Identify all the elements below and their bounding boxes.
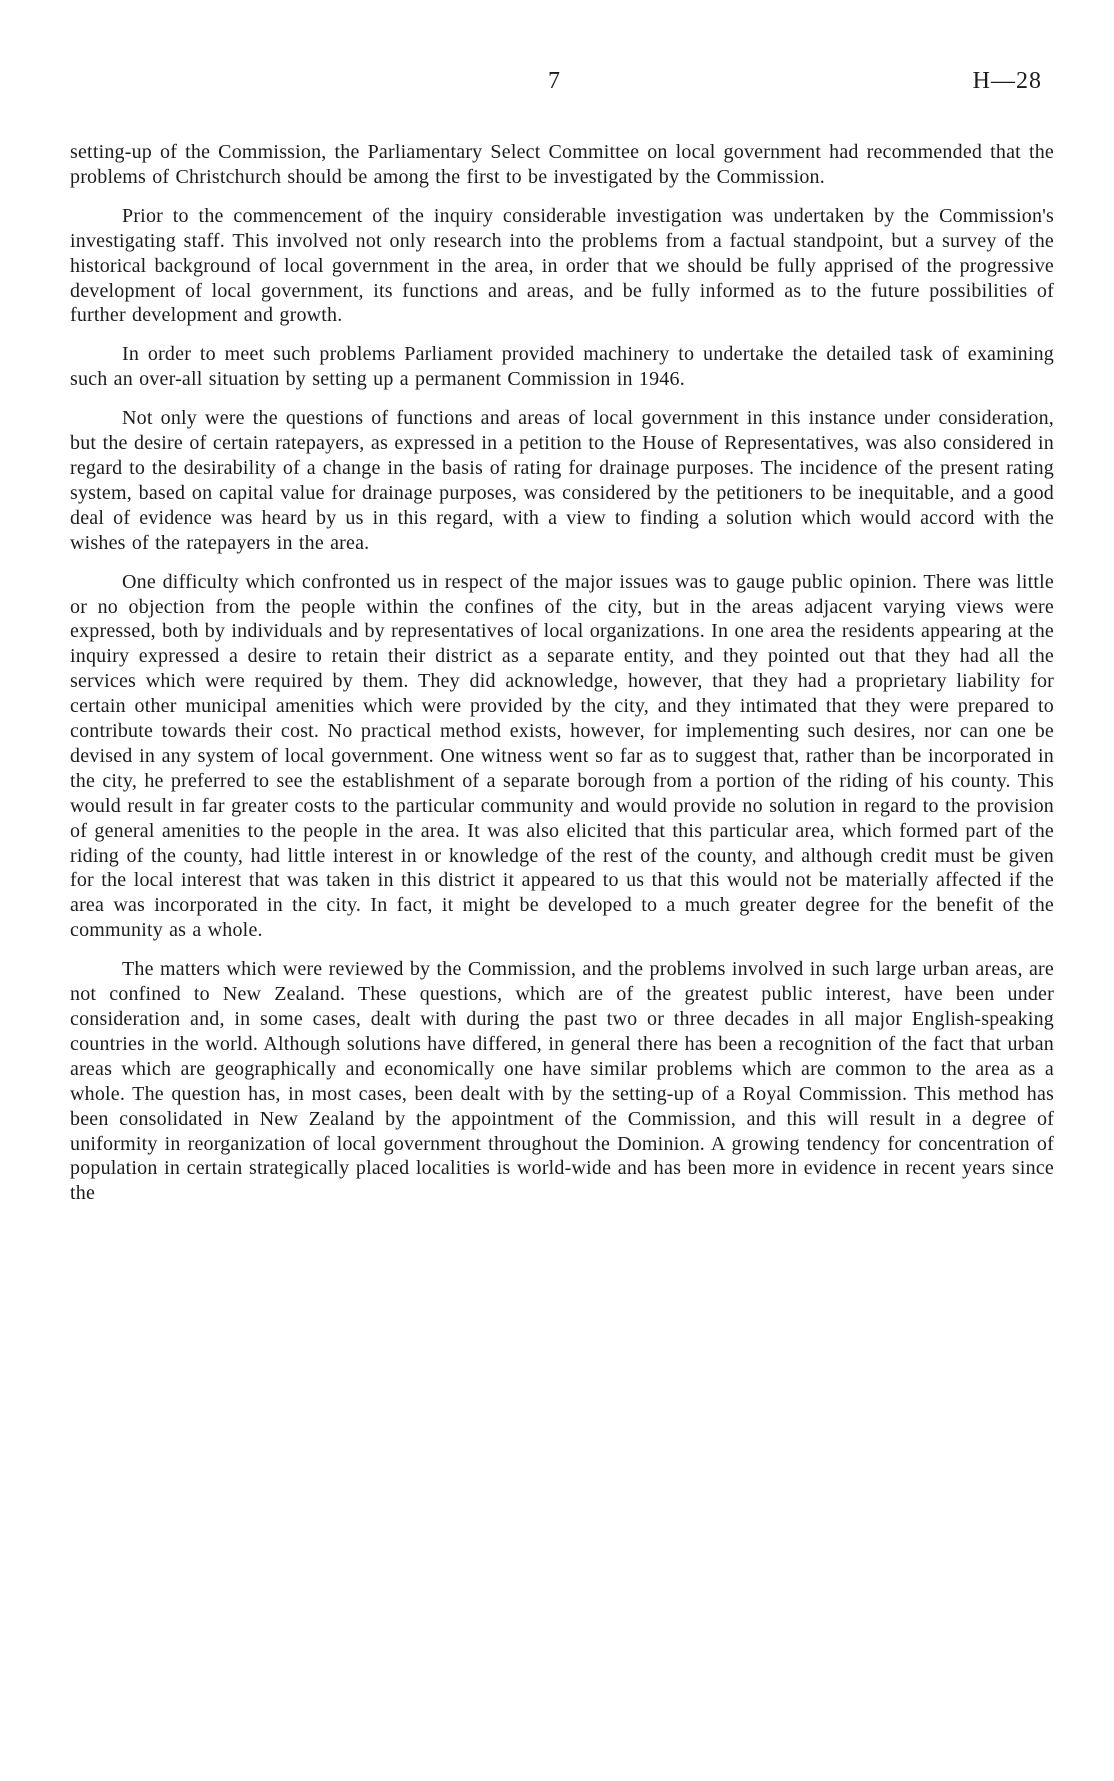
paragraph-urban-areas: The matters which were reviewed by the Commission, and the problems involved in such large urban areas, are not confined to New Zealand. These questions, which are of the greatest public interest, have been under consideration and, in some cases, dealt with during the past two or three decades in all major English-speaking countries in the world. Although solutions have differed, in general there has been a recognition of the fact that urban areas which are geographically and economically one have similar problems which are common to the area as a whole. The question has, in most cases, been dealt with by the setting-up of a Royal Commission. This method has been consolidated in New Zealand by the appointment of the Commission, and this will result in a degree of uniformity in reorganization of local government throughout the Dominion. A growing tendency for concentration of population in certain strategically placed localities is world-wide and has been more in evidence in recent years since the — [70, 958, 1054, 1205]
paragraph-public-opinion: One difficulty which confronted us in respect of the major issues was to gauge public opinion. There was little or no objection from the people within the confines of the city, but in the areas adjacent varying views were expressed, both by individuals and by representatives of local organizations. In one area the residents appearing at the inquiry expressed a desire to retain their district as a separate entity, and they pointed out that they had all the services which were required by them. They did acknowledge, however, that they had a proprietary liability for certain other municipal amenities which were provided by the city, and they intimated that they were prepared to contribute towards their cost. No practical method exists, however, for implementing such desires, nor can one be devised in any system of local government. One witness went so far as to suggest that, rather than be incorporated in the city, he preferred to see the establishment of a separate borough from a portion of the riding of his county. This would result in far greater costs to the particular community and would provide no solution in regard to the provision of general amenities to the people in the area. It was also elicited that this particular area, which formed part of the riding of the county, had little interest in or knowledge of the rest of the county, and although credit must be given for the local interest that was taken in this district it appeared to us that this would not be materially affected if the area was incorporated in the city. In fact, it might be developed to a much greater degree for the benefit of the community as a whole. — [70, 570, 1054, 942]
paragraph-prior-investigation: Prior to the commencement of the inquiry considerable investigation was undertaken by the Commission's investigating staff. This involved not only research into the problems from a factual standpoint, but a survey of the historical background of local government in the area, in order that we should be fully apprised of the progressive development of local government, its functions and areas, and be fully informed as to the future possibilities of further development and growth. — [70, 204, 1054, 327]
page-number: 7 — [548, 68, 560, 94]
paragraph-permanent-commission: In order to meet such problems Parliament provided machinery to undertake the detailed task of examining such an over-all situation by setting up a permanent Commission in 1946. — [70, 343, 1054, 391]
page-header — [0, 68, 1114, 108]
paragraph-rating-petition: Not only were the questions of functions and areas of local government in this instance under consideration, but the desire of certain ratepayers, as expressed in a petition to the House of Representatives, was also considered in regard to the desirability of a change in the basis of rating for drainage purposes. The incidence of the present rating system, based on capital value for drainage purposes, was considered by the petitioners to be inequitable, and a good deal of evidence was heard by us in this regard, with a view to finding a solution which would accord with the wishes of the ratepayers in the area. — [70, 407, 1054, 554]
paragraph-continued: setting-up of the Commission, the Parliamentary Select Committee on local government had recommended that the problems of Christchurch should be among the first to be investigated by the Commission. — [70, 141, 1054, 188]
body-text — [70, 140, 1054, 1220]
document-code: H—28 — [972, 68, 1042, 94]
